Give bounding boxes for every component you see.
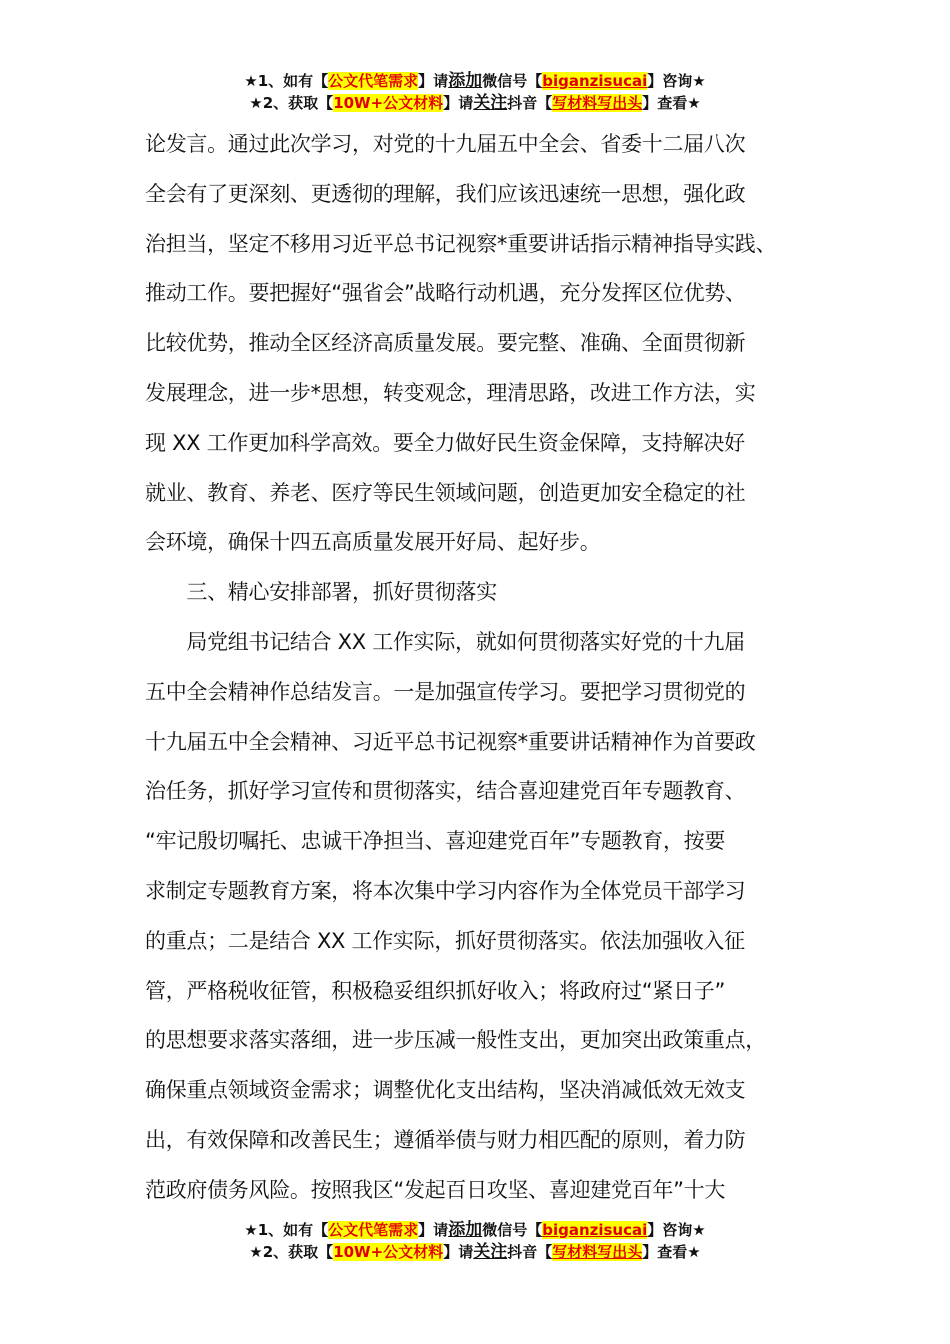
text: ★2、获取【 <box>249 1243 334 1261</box>
wechat-id: biganzisucai <box>542 1221 648 1239</box>
body-text <box>145 120 815 1216</box>
banner-line-2 <box>0 1241 950 1263</box>
text-line: 发展理念，进一步*思想，转变观念，理清思路，改进工作方法，实 <box>145 380 756 405</box>
text-line: 三、精心安排部署，抓好贯彻落实 <box>145 580 497 605</box>
text: 】请 <box>418 1221 449 1239</box>
text: 微信号【 <box>482 72 543 90</box>
highlight: 公文代笔需求 <box>328 72 419 90</box>
text: 关注 <box>473 1242 508 1262</box>
text-line: 推动工作。要把握好“强省会”战略行动机遇，充分发挥区位优势、 <box>145 281 746 306</box>
highlight: 10W+公文材料 <box>333 1243 444 1261</box>
banner-line-1 <box>0 70 950 92</box>
text-line: 求制定专题教育方案，将本次集中学习内容作为全体党员干部学习 <box>145 878 746 903</box>
text-line: 出，有效保障和改善民生；遵循举债与财力相匹配的原则，着力防 <box>145 1127 746 1152</box>
text-line: 现 XX 工作更加科学高效。要全力做好民生资金保障，支持解决好 <box>145 430 745 455</box>
text-line: 十九届五中全会精神、习近平总书记视察*重要讲话精神作为首要政 <box>145 729 756 754</box>
text: 抖音【 <box>507 94 553 112</box>
text-line: 的重点；二是结合 XX 工作实际，抓好贯彻落实。依法加强收入征 <box>145 928 745 953</box>
header-banner <box>0 70 950 114</box>
text: 添加 <box>448 71 483 91</box>
text-line: 会环境，确保十四五高质量发展开好局、起好步。 <box>145 530 601 555</box>
text: 】请 <box>443 1243 474 1261</box>
text: ★1、如有【 <box>244 72 329 90</box>
text-line: 治担当，坚定不移用习近平总书记视察*重要讲话指示精神指导实践、 <box>145 231 777 256</box>
text: 】请 <box>418 72 449 90</box>
text-line: 确保重点领域资金需求；调整优化支出结构，坚决消减低效无效支 <box>145 1078 746 1103</box>
text-line: 的思想要求落实落细，进一步压减一般性支出，更加突出政策重点， <box>145 1028 766 1053</box>
text-line: 范政府债务风险。按照我区“发起百日攻坚、喜迎建党百年”十大 <box>145 1177 726 1202</box>
text-line: 治任务，抓好学习宣传和贯彻落实，结合喜迎建党百年专题教育、 <box>145 779 746 804</box>
text: 】咨询★ <box>647 1221 706 1239</box>
text-line: 比较优势，推动全区经济高质量发展。要完整、准确、全面贯彻新 <box>145 331 746 356</box>
text-line: “牢记殷切嘱托、忠诚干净担当、喜迎建党百年”专题教育，按要 <box>145 829 726 854</box>
highlight: 公文代笔需求 <box>328 1221 419 1239</box>
douyin-id: 写材料写出头 <box>552 1243 643 1261</box>
text-line: 全会有了更深刻、更透彻的理解，我们应该迅速统一思想，强化政 <box>145 181 746 206</box>
text: 微信号【 <box>482 1221 543 1239</box>
highlight: 10W+公文材料 <box>333 94 444 112</box>
text: 】查看★ <box>642 94 701 112</box>
text: 添加 <box>448 1220 483 1240</box>
text: 关注 <box>473 93 508 113</box>
text-line: 管，严格税收征管，积极稳妥组织抓好收入；将政府过“紧日子” <box>145 978 726 1003</box>
footer-banner <box>0 1219 950 1263</box>
text: 】查看★ <box>642 1243 701 1261</box>
douyin-id: 写材料写出头 <box>552 94 643 112</box>
text: ★1、如有【 <box>244 1221 329 1239</box>
text-line: 局党组书记结合 XX 工作实际，就如何贯彻落实好党的十九届 <box>145 629 745 654</box>
text-line: 就业、教育、养老、医疗等民生领域问题，创造更加安全稳定的社 <box>145 480 746 505</box>
text: ★2、获取【 <box>249 94 334 112</box>
text: 】请 <box>443 94 474 112</box>
banner-line-1 <box>0 1219 950 1241</box>
text: 】咨询★ <box>647 72 706 90</box>
banner-line-2 <box>0 92 950 114</box>
text-line: 五中全会精神作总结发言。一是加强宣传学习。要把学习贯彻党的 <box>145 679 746 704</box>
text: 抖音【 <box>507 1243 553 1261</box>
wechat-id: biganzisucai <box>542 72 648 90</box>
text-line: 论发言。通过此次学习，对党的十九届五中全会、省委十二届八次 <box>145 132 746 156</box>
